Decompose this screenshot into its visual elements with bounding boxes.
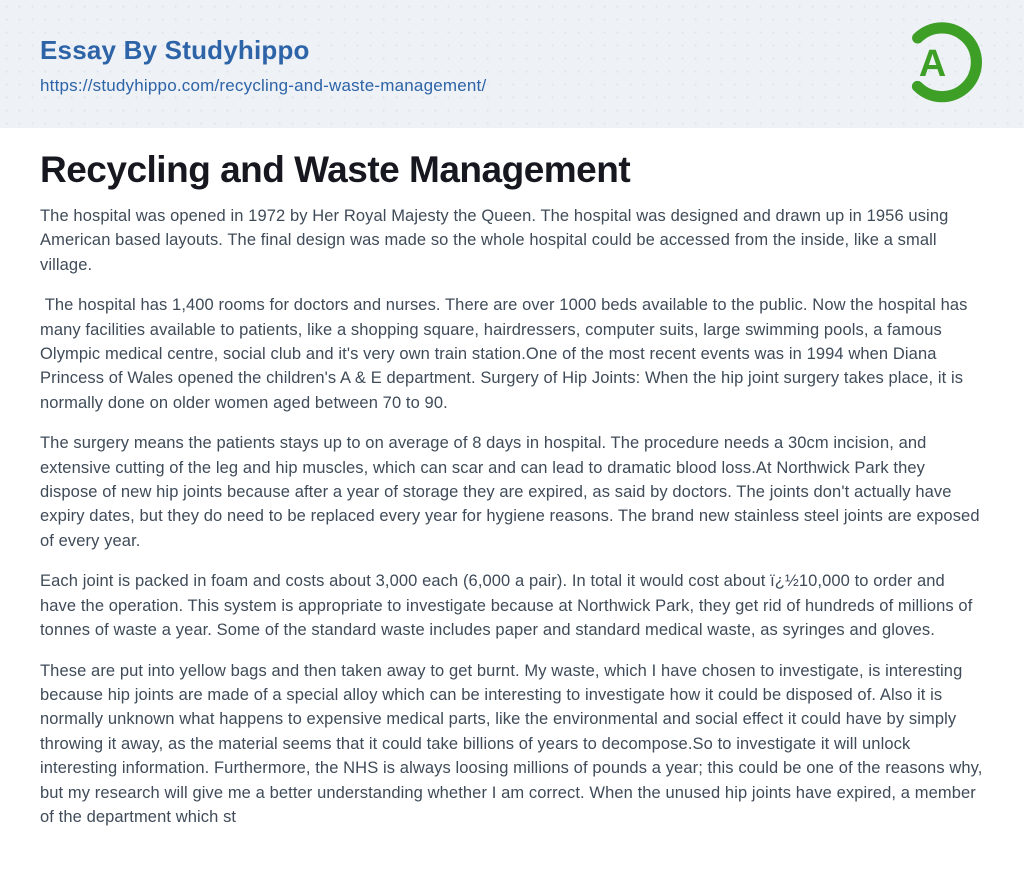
essay-paragraph: The hospital was opened in 1972 by Her Royal Majesty the Queen. The hospital was designed and drawn up in 1956 using American based layouts. The final design was made so the whole hospital could be accessed from the inside, like a small village.	[40, 207, 953, 274]
essay-paragraph: The surgery means the patients stays up to on average of 8 days in hospital. The procedure needs a 30cm incision, and extensive cutting of the leg and hip muscles, which can scar and can lead to dramatic blood loss.At Northwick Park they dispose of new hip joints because after a year of storage they are expired, as said by doctors. The joints don't actually have expiry dates, but they do need to be replaced every year for hygiene reasons. The brand new stainless steel joints are exposed of every year.	[40, 434, 985, 550]
studyhippo-logo-icon	[899, 19, 985, 109]
essay-paragraph: The hospital has 1,400 rooms for doctors and nurses. There are over 1000 beds available to the public. Now the hospital has many facilities available to patients, like a shopping square, hairdressers, computer suits, large swimming pools, a famous Olympic medical centre, social club and it's very own train station.One of the most recent events was in 1994 when Diana Princess of Wales opened the children's A & E department. Surgery of Hip Joints: When the hip joint surgery takes place, it is normally done on older women aged between 70 to 90.	[40, 296, 973, 412]
essay-source-link[interactable]: https://studyhippo.com/recycling-and-waste-management/	[40, 75, 487, 95]
essay-article	[0, 128, 1024, 869]
header-text-block	[40, 33, 486, 96]
essay-paragraph: These are put into yellow bags and then taken away to get burnt. My waste, which I have chosen to investigate, is interesting because hip joints are made of a special alloy which can be interesting to investigate how it could be disposed of. Also it is normally unknown what happens to expensive medical parts, like the environmental and social effect it could have by simply throwing it away, as the material seems that it could take billions of years to decompose.So to investigate it will unlock interesting information. Furthermore, the NHS is always loosing millions of pounds a year; this could be one of the reasons why, but my research will give me a better understanding whether I am correct. When the unused hip joints have expired, a member of the department which st	[40, 661, 988, 826]
page-title: Recycling and Waste Management	[40, 149, 631, 190]
essay-paragraph: Each joint is packed in foam and costs about 3,000 each (6,000 a pair). In total it would cost about ï¿½10,000 to order and have the operation. This system is appropriate to investigate because at Northwick Park, they get rid of hundreds of millions of tonnes of waste a year. Some of the standard waste includes paper and standard medical waste, as syringes and gloves.	[40, 572, 978, 640]
site-header	[0, 0, 1024, 128]
site-title: Essay By Studyhippo	[40, 34, 310, 65]
logo-letter: A	[918, 43, 947, 85]
